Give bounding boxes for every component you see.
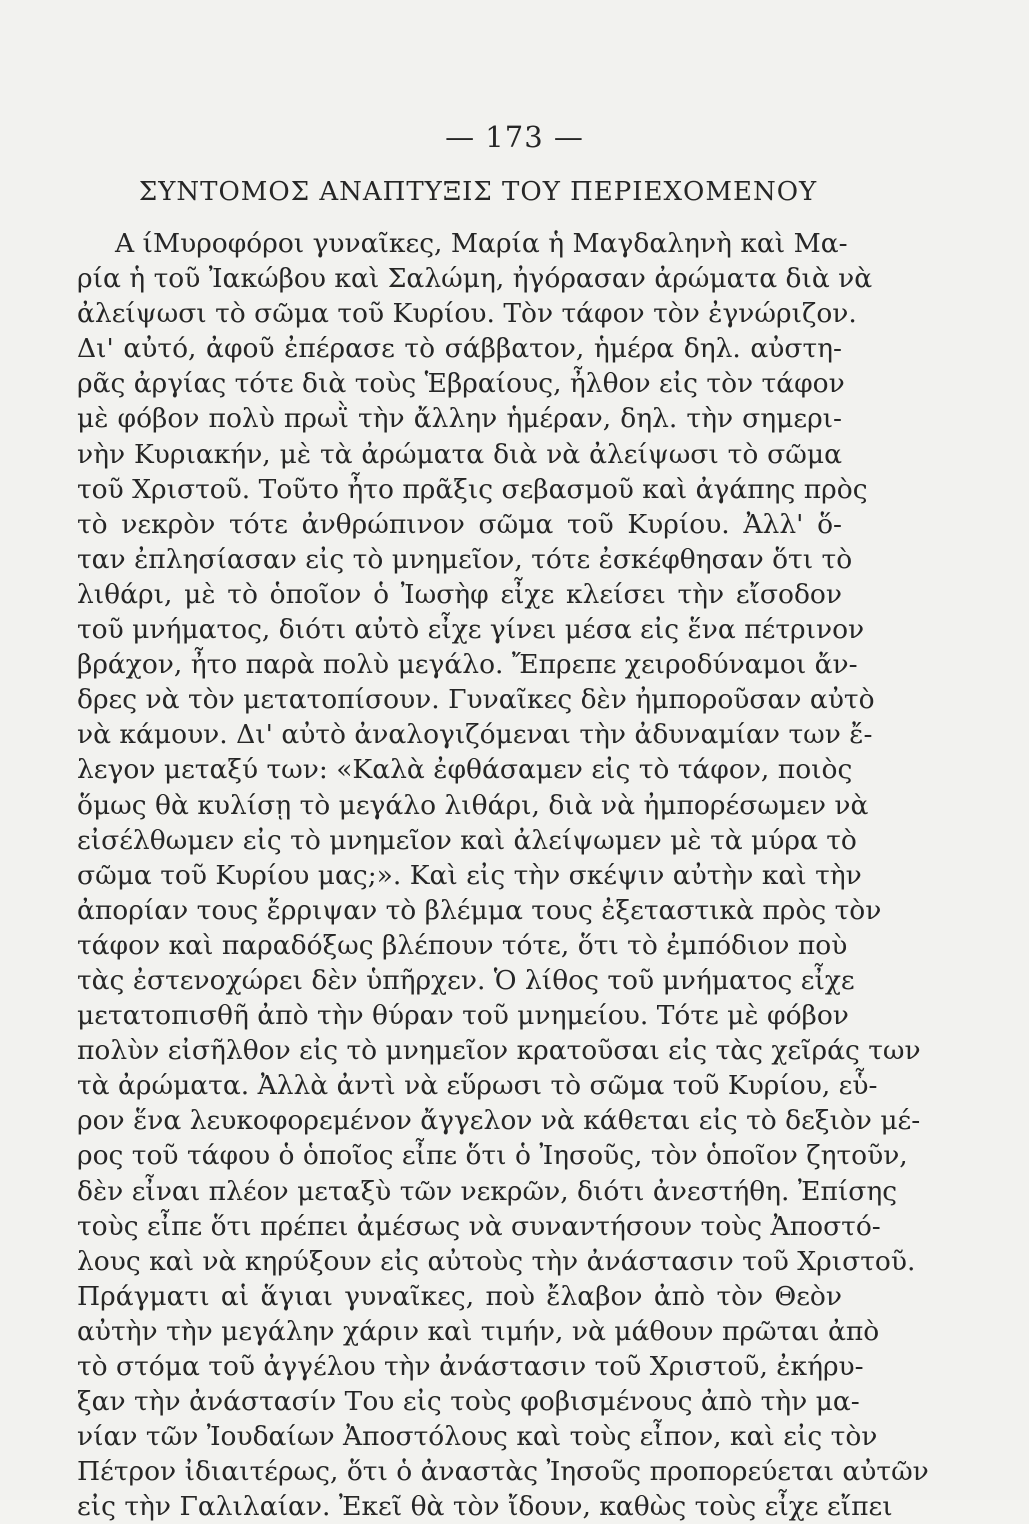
text-line: δὲν εἶναι πλέον μεταξὺ τῶν νεκρῶν, διότι ἀνεστήθη. Ἐπίσης [77, 1175, 898, 1207]
text-line: ρον ἕνα λευκοφορεμένον ἄγγελον νὰ κάθεται εἰς τὸ δεξιὸν μέ- [77, 1105, 921, 1137]
text-line: λους καὶ νὰ κηρύξουν εἰς αὐτοὺς τὴν ἀνάστασιν τοῦ Χριστοῦ. [77, 1245, 916, 1277]
text-line: δρες νὰ τὸν μετατοπίσουν. Γυναῖκες δὲν ἠμποροῦσαν αὐτὸ [77, 684, 875, 716]
text-line: ξαν τὴν ἀνάστασίν Του εἰς τοὺς φοβισμένους ἀπὸ τὴν μα- [77, 1386, 860, 1418]
text-line: εἰσέλθωμεν εἰς τὸ μνημεῖον καὶ ἀλείψωμεν μὲ τὰ μύρα τὸ [77, 824, 857, 856]
text-line: αὐτὴν τὴν μεγάλην χάριν καὶ τιμήν, νὰ μάθουν πρῶται ἀπὸ [77, 1315, 880, 1347]
text-line: τὰ ἀρώματα. Ἀλλὰ ἀντὶ νὰ εὕρωσι τὸ σῶμα τοῦ Κυρίου, εὗ- [77, 1070, 878, 1102]
text-line: νὴν Κυριακήν, μὲ τὰ ἀρώματα διὰ νὰ ἀλείψωσι τὸ σῶμα [77, 438, 842, 470]
text-line: τοῦ Χριστοῦ. Τοῦτο ἦτο πρᾶξις σεβασμοῦ καὶ ἀγάπης πρὸς [77, 473, 868, 505]
text-line: Πέτρον ἰδιαιτέρως, ὅτι ὁ ἀναστὰς Ἰησοῦς προπορεύεται αὐτῶν [77, 1456, 929, 1488]
text-line: τοῦ μνήματος, διότι αὐτὸ εἶχε γίνει μέσα εἰς ἕνα πέτρινον [77, 614, 865, 646]
text-line: ἀπορίαν τους ἔρριψαν τὸ βλέμμα τους ἐξεταστικὰ πρὸς τὸν [77, 894, 882, 926]
text-line: νίαν τῶν Ἰουδαίων Ἀποστόλους καὶ τοὺς εἶπον, καὶ εἰς τὸν [77, 1421, 878, 1453]
text-line: Πράγματι αἱ ἅγιαι γυναῖκες, ποὺ ἔλαβον ἀπὸ τὸν Θεὸν [77, 1280, 842, 1312]
section-heading: ΣΥΝΤΟΜΟΣ ΑΝΑΠΤΥΞΙΣ ΤΟΥ ΠΕΡΙΕΧΟΜΕΝΟΥ [138, 177, 818, 207]
page-number: — 173 — [445, 120, 584, 154]
text-line: τὸ στόμα τοῦ ἀγγέλου τὴν ἀνάστασιν τοῦ Χριστοῦ, ἐκήρυ- [77, 1351, 864, 1382]
text-line: τοὺς εἶπε ὅτι πρέπει ἀμέσως νὰ συναντήσουν τοὺς Ἀποστό- [77, 1210, 881, 1242]
text-line: ἀλείψωσι τὸ σῶμα τοῦ Κυρίου. Τὸν τάφον τὸν ἐγνώριζον. [77, 298, 857, 330]
text-line: τάφον καὶ παραδόξως βλέπουν τότε, ὅτι τὸ ἐμπόδιον ποὺ [77, 929, 848, 961]
text-line: πολὺν εἰσῆλθον εἰς τὸ μνημεῖον κρατοῦσαι εἰς τὰς χεῖράς των [77, 1035, 921, 1067]
text-line: Α ίΜυροφόροι γυναῖκες, Μαρία ἡ Μαγδαληνὴ καὶ Μα- [115, 228, 848, 259]
text-line: ταν ἐπλησίασαν εἰς τὸ μνημεῖον, τότε ἐσκέφθησαν ὅτι τὸ [77, 543, 853, 575]
text-line: σῶμα τοῦ Κυρίου μας;». Καὶ εἰς τὴν σκέψιν αὐτὴν καὶ τὴν [77, 859, 862, 891]
text-line: ρος τοῦ τάφου ὁ ὁποῖος εἶπε ὅτι ὁ Ἰησοῦς, τὸν ὁποῖον ζητοῦν, [77, 1140, 908, 1172]
text-line: βράχον, ἦτο παρὰ πολὺ μεγάλο. Ἔπρεπε χειροδύναμοι ἄν- [77, 649, 858, 681]
text-line: ρία ἡ τοῦ Ἰακώβου καὶ Σαλώμη, ἠγόρασαν ἀρώματα διὰ νὰ [77, 263, 873, 295]
text-line: Δι' αὐτό, ἀφοῦ ἐπέρασε τὸ σάββατον, ἡμέρα δηλ. αὐστη- [77, 333, 842, 365]
text-line: τὰς ἐστενοχώρει δὲν ὑπῆρχεν. Ὁ λίθος τοῦ μνήματος εἶχε [77, 964, 855, 996]
text-line: τὸ νεκρὸν τότε ἀνθρώπινον σῶμα τοῦ Κυρίου. Ἀλλ' ὅ- [77, 508, 842, 540]
body-text [77, 226, 929, 1524]
text-line: ὅμως θὰ κυλίσῃ τὸ μεγάλο λιθάρι, διὰ νὰ ἠμπορέσωμεν νὰ [77, 789, 869, 821]
text-line: μὲ φόβον πολὺ πρωῒ τὴν ἄλλην ἡμέραν, δηλ. τὴν σημερι- [77, 403, 842, 435]
text-line: εἰς τὴν Γαλιλαίαν. Ἐκεῖ θὰ τὸν ἴδουν, καθὼς τοὺς εἶχε εἴπει [77, 1491, 893, 1523]
text-line: λιθάρι, μὲ τὸ ὁποῖον ὁ Ἰωσὴφ εἶχε κλείσει τὴν εἴσοδον [77, 578, 842, 610]
text-line: μετατοπισθῆ ἀπὸ τὴν θύραν τοῦ μνημείου. Τότε μὲ φόβον [77, 1000, 849, 1032]
text-line: νὰ κάμουν. Δι' αὐτὸ ἀναλογιζόμεναι τὴν ἀδυναμίαν των ἔ- [77, 719, 873, 751]
text-line: λεγον μεταξύ των: «Καλὰ ἐφθάσαμεν εἰς τὸ τάφον, ποιὸς [77, 754, 853, 786]
text-line: ρᾶς ἀργίας τότε διὰ τοὺς Ἑβραίους, ἦλθον εἰς τὸν τάφον [77, 368, 845, 400]
